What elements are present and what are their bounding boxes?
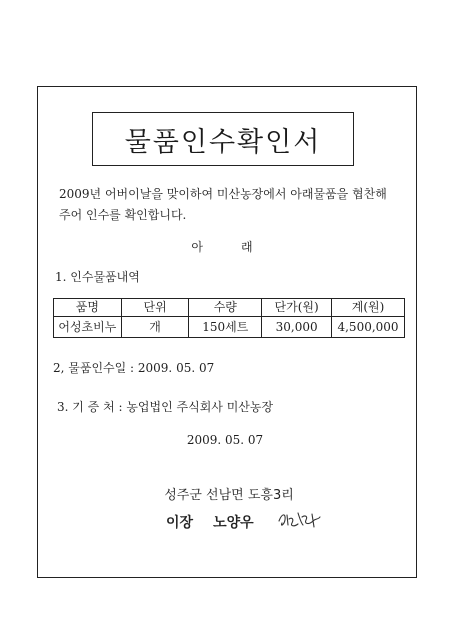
header-unit-price: 단가(원) — [262, 299, 332, 317]
document-date: 2009. 05. 07 — [186, 433, 264, 447]
cell-total: 4,500,000 — [332, 317, 405, 338]
handwritten-signature — [276, 505, 326, 533]
table-row — [54, 317, 405, 338]
section2-receipt-date: 2, 물품인수일 : 2009. 05. 07 — [53, 361, 215, 375]
section1-title: 1. 인수물품내역 — [55, 270, 140, 284]
section3-donor: 3. 기 증 처 : 농업법인 주식회사 미산농장 — [57, 400, 274, 414]
address: 성주군 선남면 도흥3리 — [164, 488, 294, 503]
below-label: 아래 — [191, 240, 291, 254]
table-header-row — [54, 299, 405, 317]
document-title: 물품인수확인서 — [124, 126, 322, 158]
header-total: 계(원) — [332, 299, 405, 317]
cell-unit-price: 30,000 — [262, 317, 332, 338]
intro-line-2: 주어 인수를 확인합니다. — [59, 208, 187, 222]
items-table — [53, 298, 405, 338]
header-unit: 단위 — [121, 299, 189, 317]
header-item-name: 품명 — [54, 299, 122, 317]
cell-quantity: 150세트 — [189, 317, 262, 338]
cell-unit: 개 — [121, 317, 189, 338]
signer-role: 이장 — [166, 515, 194, 531]
cell-item-name: 어성초비누 — [54, 317, 122, 338]
signer-line — [166, 512, 254, 532]
header-quantity: 수량 — [189, 299, 262, 317]
signer-name: 노양우 — [213, 515, 254, 531]
title-box — [92, 112, 354, 166]
intro-line-1: 2009년 어버이날을 맞이하여 미산농장에서 아래물품을 협찬해 — [59, 187, 387, 201]
